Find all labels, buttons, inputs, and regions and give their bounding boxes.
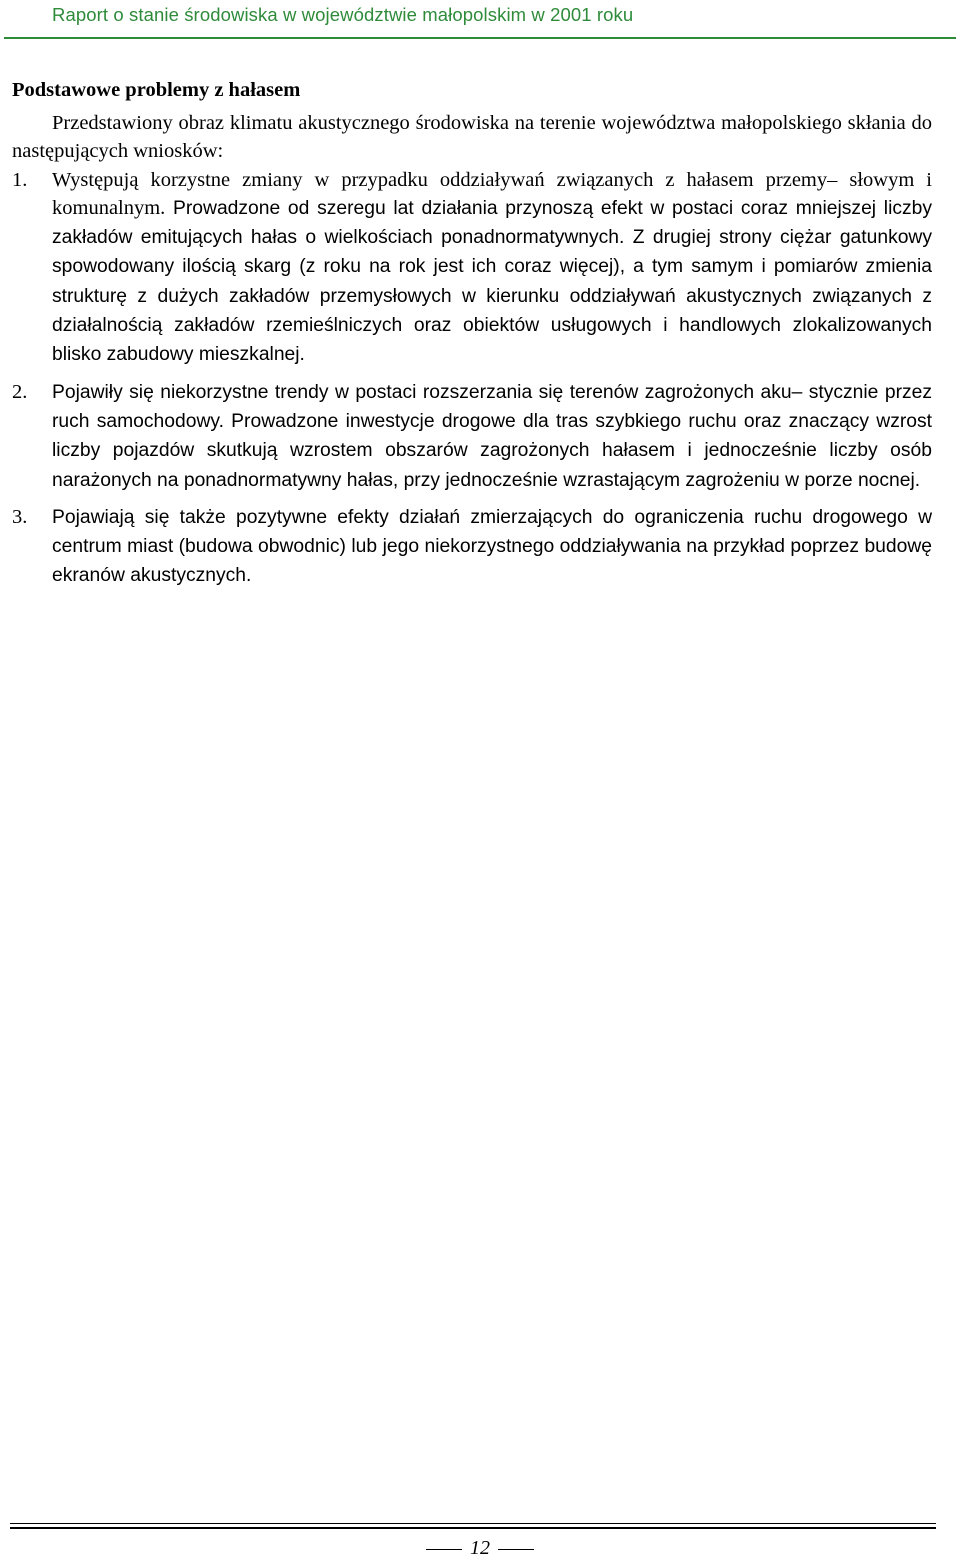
- page-number-dash-right: [498, 1549, 534, 1550]
- intro-paragraph: Przedstawiony obraz klimatu akustycznego środowiska na terenie województwa małopolskiego skłania do następujących wniosków:: [12, 112, 932, 163]
- footer-rule-thick: [10, 1527, 936, 1529]
- list-item-text: Pojawiają się także pozytywne efekty działań zmierzających do ograniczenia ruchu drogowego w centrum miast (budowa obwodnic) lub jego niekorzystnego oddziaływania na przykład poprzez budowę ekranów akustycznych.: [52, 506, 932, 587]
- list-item-text-continued: Prowadzone od szeregu lat działania przynoszą efekt w postaci coraz mniejszej liczby zakładów emitujących hałas o wielkościach ponadnormatywnych. Z drugiej strony ciężar gatunkowy spowodowany ilością skarg (z roku na rok jest ich coraz więcej), a tym samym i pomiarów zmienia strukturę z dużych zakładów przemysłowych w kierunku oddziaływań akustycznych związanych z działalnością zakładów rzemieślniczych oraz obiektów usługowych i handlowych zlokalizowanych blisko zabudowy mieszkalnej.: [52, 197, 932, 366]
- page-footer: [0, 1536, 960, 1560]
- section-title: Podstawowe problemy z hałasem: [12, 79, 301, 101]
- running-header-title: Raport o stanie środowiska w województwie małopolskim w 2001 roku: [52, 4, 634, 25]
- list-item-number: 2.: [12, 380, 28, 403]
- page-number-dash-left: [426, 1549, 462, 1550]
- list-item-2: [12, 378, 932, 495]
- header-rule: [4, 37, 956, 39]
- list-item-text: Występują korzystne zmiany w przypadku oddziaływań związanych z hałasem przemy– słowym i komunalnym.: [52, 168, 932, 219]
- page-number: 12: [470, 1537, 490, 1559]
- list-item-number: 1.: [12, 168, 28, 191]
- list-item-number: 3.: [12, 505, 28, 528]
- list-item-text: Pojawiły się niekorzystne trendy w postaci rozszerzania się terenów zagrożonych aku– stycznie przez ruch samochodowy. Prowadzone inwestycje drogowe dla tras szybkiego ruchu oraz znaczący wzrost liczby pojazdów skutkują wzrostem obszarów zagrożonych hałasem i jednocześnie liczby osób narażonych na ponadnormatywny hałas, przy jednocześnie wzrastającym zagrożeniu w porze nocnej.: [52, 381, 932, 491]
- section-body: [12, 109, 932, 591]
- list-item-1: [12, 166, 932, 370]
- footer-rule: [10, 1523, 936, 1524]
- list-item-3: [12, 503, 932, 591]
